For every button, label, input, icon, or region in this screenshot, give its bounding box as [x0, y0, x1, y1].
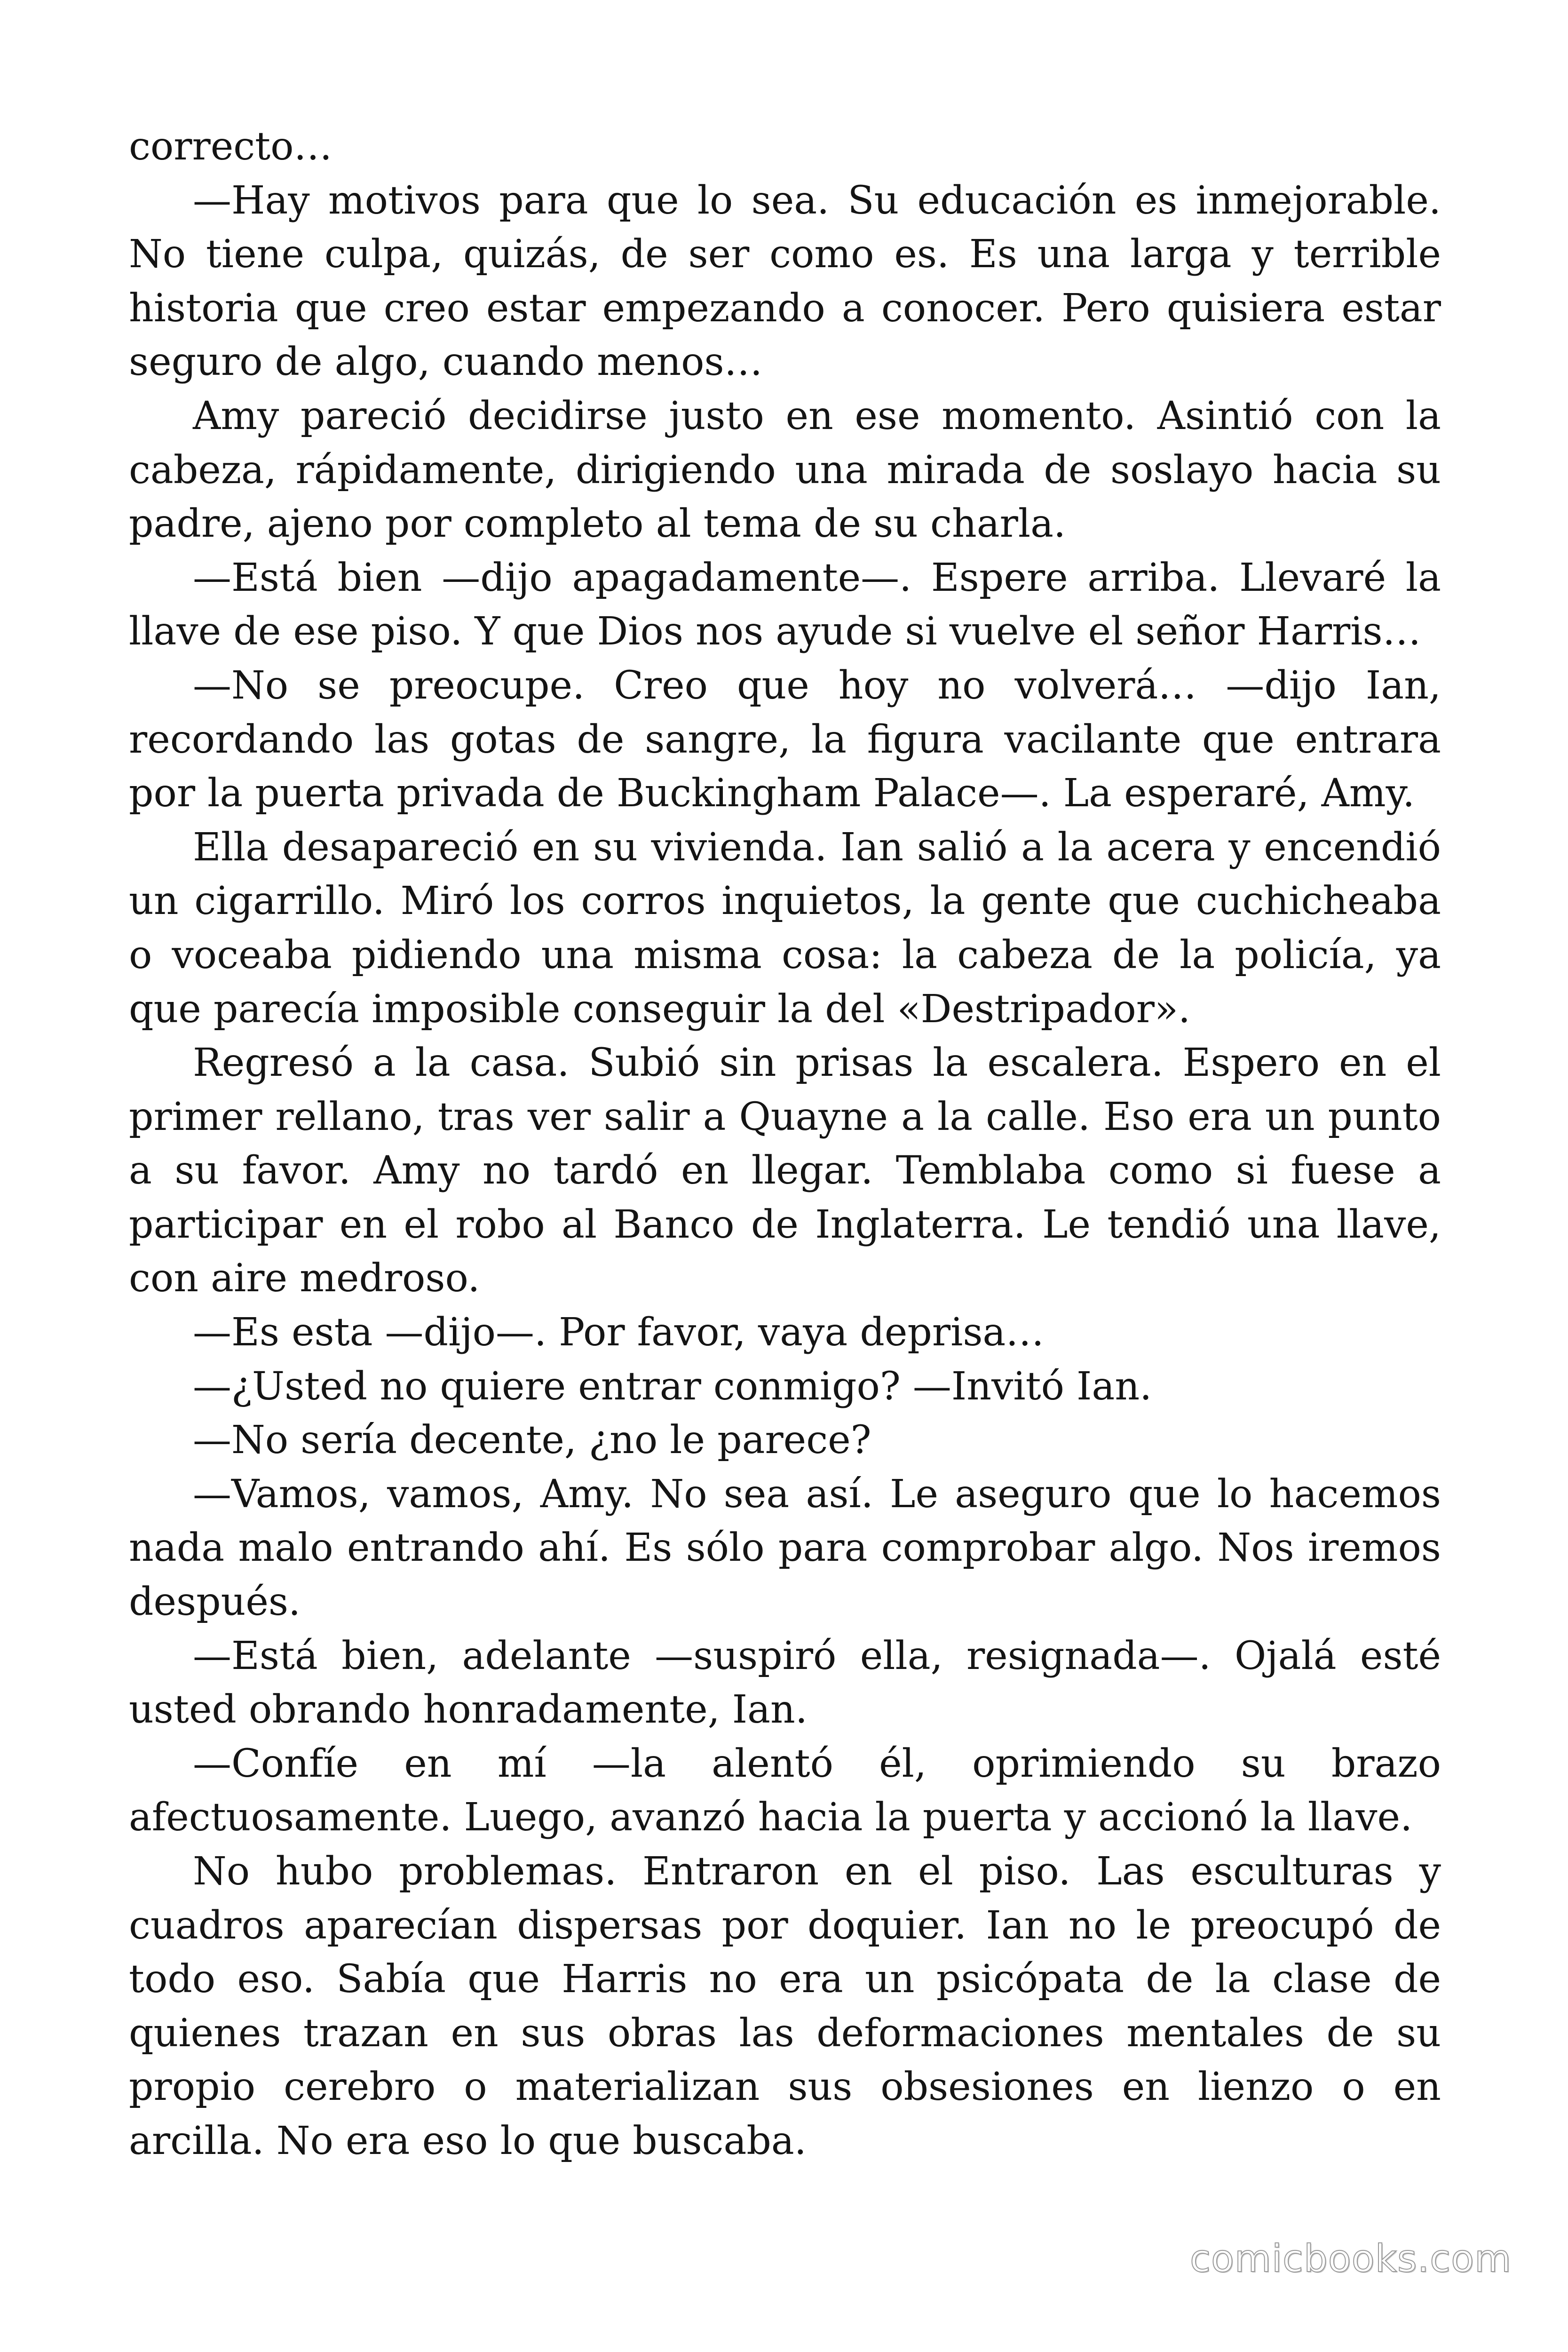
paragraph-10: —No sería decente, ¿no le parece?: [193, 1418, 871, 1463]
paragraph-2: —Hay motivos para que lo sea. Su educación es inmejorable. No tiene culpa, quizás, de ser como es. Es una larga y terrible historia que creo estar empezando a conocer. Pero quisiera estar seguro de algo, cuando menos…: [129, 178, 1441, 385]
page-body: [129, 120, 1441, 2169]
paragraph-4: —Está bien —dijo apagadamente—. Espere arriba. Llevaré la llave de ese piso. Y que Dios nos ayude si vuelve el señor Harris…: [129, 555, 1441, 654]
paragraph-5: —No se preocupe. Creo que hoy no volverá… —dijo Ian, recordando las gotas de sangre, la figura vacilante que entrara por la puerta privada de Buckingham Palace—. La esperaré, Amy.: [129, 663, 1441, 816]
paragraph-9: —¿Usted no quiere entrar conmigo? —Invitó Ian.: [193, 1364, 1152, 1409]
paragraph-13: —Confíe en mí —la alentó él, oprimiendo su brazo afectuosamente. Luego, avanzó hacia la puerta y accionó la llave.: [129, 1741, 1441, 1840]
paragraph-12: —Está bien, adelante —suspiró ella, resignada—. Ojalá esté usted obrando honradamente, Ian.: [129, 1633, 1441, 1732]
paragraph-8: —Es esta —dijo—. Por favor, vaya deprisa…: [193, 1310, 1045, 1355]
paragraph-6: Ella desapareció en su vivienda. Ian salió a la acera y encendió un cigarrillo. Miró los corros inquietos, la gente que cuchicheaba o voceaba pidiendo una misma cosa: la cabeza de la policía, ya que parecía imposible conseguir la del «Destripador».: [129, 825, 1441, 1032]
paragraph-1: correcto…: [129, 124, 333, 169]
watermark: comicbooks.com: [1189, 2237, 1512, 2280]
paragraph-7: Regresó a la casa. Subió sin prisas la escalera. Espero en el primer rellano, tras ver salir a Quayne a la calle. Eso era un punto a su favor. Amy no tardó en llegar. Temblaba como si fuese a participar en el robo al Banco de Inglaterra. Le tendió una llave, con aire medroso.: [129, 1041, 1441, 1301]
paragraph-11: —Vamos, vamos, Amy. No sea así. Le aseguro que lo hacemos nada malo entrando ahí. Es sólo para comprobar algo. Nos iremos después.: [129, 1471, 1441, 1625]
paragraph-3: Amy pareció decidirse justo en ese momento. Asintió con la cabeza, rápidamente, dirigiendo una mirada de soslayo hacia su padre, ajeno por completo al tema de su charla.: [129, 393, 1441, 547]
paragraph-14: No hubo problemas. Entraron en el piso. Las esculturas y cuadros aparecían dispersas por doquier. Ian no le preocupó de todo eso. Sabía que Harris no era un psicópata de la clase de quienes trazan en sus obras las deformaciones mentales de su propio cerebro o materializan sus obsesiones en lienzo o en arcilla. No era eso lo que buscaba.: [129, 1849, 1441, 2163]
